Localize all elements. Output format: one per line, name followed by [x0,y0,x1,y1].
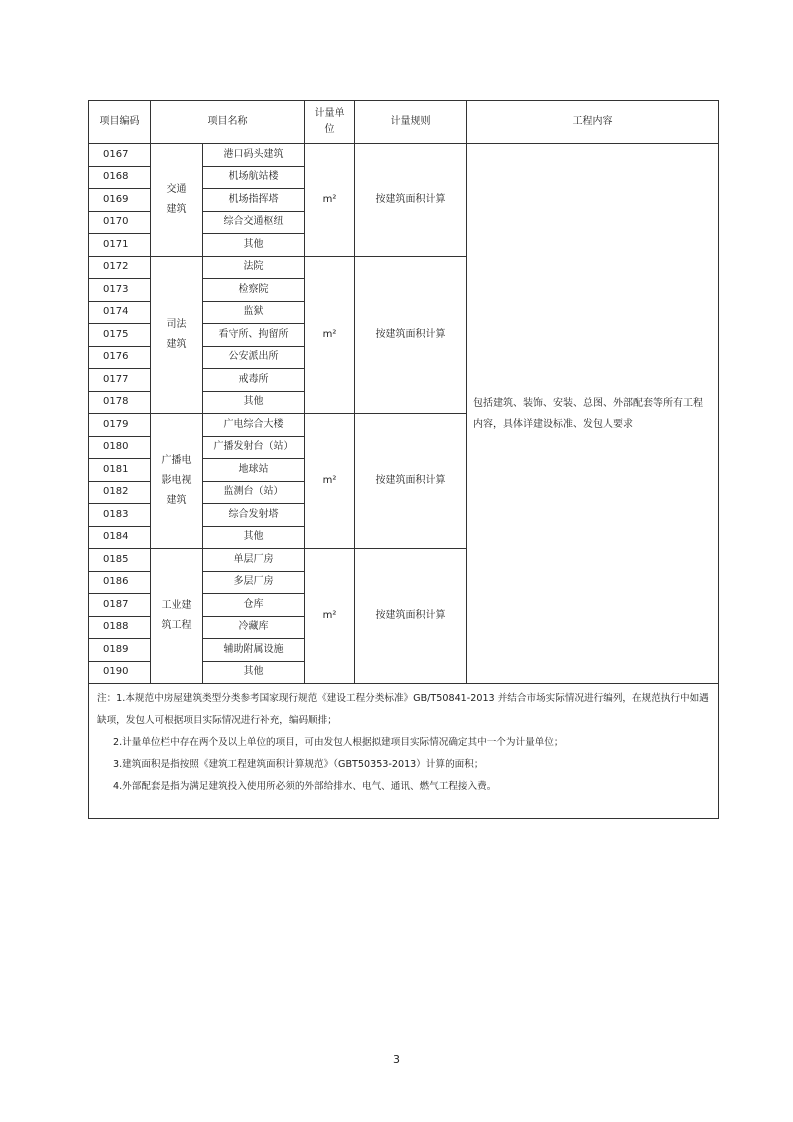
item-code: 0172 [89,256,151,279]
header-content: 工程内容 [467,101,719,144]
item-name: 检察院 [203,279,305,302]
notes-cell [89,684,719,819]
item-name: 公安派出所 [203,346,305,369]
item-code: 0186 [89,571,151,594]
rule-cell: 按建筑面积计算 [355,144,467,257]
item-code: 0187 [89,594,151,617]
item-name: 广电综合大楼 [203,414,305,437]
item-name: 监测台（站） [203,481,305,504]
unit-cell: m² [305,549,355,684]
notes-row [89,684,719,819]
item-code: 0185 [89,549,151,572]
item-name: 戒毒所 [203,369,305,392]
header-code: 项目编码 [89,101,151,144]
item-code: 0178 [89,391,151,414]
page-number: 3 [393,1053,400,1066]
header-rule: 计量规则 [355,101,467,144]
item-name: 其他 [203,526,305,549]
note-1: 注：1.本规范中房屋建筑类型分类参考国家现行规范《建设工程分类标准》GB/T50841-2013 并结合市场实际情况进行编列，在规范执行中如遇缺项，发包人可根据项目实际情况进行补充，编码顺排； [97,693,709,726]
item-code: 0170 [89,211,151,234]
item-name: 机场航站楼 [203,166,305,189]
item-name: 港口码头建筑 [203,144,305,167]
item-name: 多层厂房 [203,571,305,594]
item-name: 法院 [203,256,305,279]
item-code: 0176 [89,346,151,369]
rule-cell: 按建筑面积计算 [355,414,467,549]
header-row [89,101,719,144]
item-code: 0171 [89,234,151,257]
note-2: 2.计量单位栏中存在两个及以上单位的项目，可由发包人根据拟建项目实际情况确定其中一个为计量单位； [113,737,564,748]
item-code: 0180 [89,436,151,459]
item-code: 0190 [89,661,151,684]
category-cell [151,256,203,414]
category-cell [151,549,203,684]
unit-cell: m² [305,256,355,414]
category-label: 工业建筑工程 [161,600,192,631]
item-name: 其他 [203,234,305,257]
unit-cell: m² [305,414,355,549]
item-code: 0169 [89,189,151,212]
item-name: 其他 [203,661,305,684]
item-code: 0184 [89,526,151,549]
category-cell [151,414,203,549]
item-code: 0179 [89,414,151,437]
table-row [89,144,719,167]
item-name: 综合交通枢纽 [203,211,305,234]
header-name: 项目名称 [151,101,305,144]
note-4: 4.外部配套是指为满足建筑投入使用所必须的外部给排水、电气、通讯、燃气工程接入费。 [113,781,497,792]
item-code: 0173 [89,279,151,302]
item-code: 0167 [89,144,151,167]
spec-table [88,100,719,819]
unit-cell: m² [305,144,355,257]
item-name: 仓库 [203,594,305,617]
item-code: 0168 [89,166,151,189]
work-content-cell: 包括建筑、装饰、安装、总图、外部配套等所有工程内容，具体详建设标准、发包人要求 [467,144,719,684]
item-code: 0175 [89,324,151,347]
item-name: 辅助附属设施 [203,639,305,662]
item-code: 0174 [89,301,151,324]
item-name: 单层厂房 [203,549,305,572]
item-code: 0189 [89,639,151,662]
item-name: 看守所、拘留所 [203,324,305,347]
item-name: 冷藏库 [203,616,305,639]
item-code: 0182 [89,481,151,504]
rule-cell: 按建筑面积计算 [355,549,467,684]
category-label: 广播电影电视建筑 [161,455,192,506]
category-cell [151,144,203,257]
item-name: 综合发射塔 [203,504,305,527]
category-label: 司法建筑 [166,318,187,350]
item-code: 0183 [89,504,151,527]
item-code: 0188 [89,616,151,639]
item-code: 0181 [89,459,151,482]
item-name: 机场指挥塔 [203,189,305,212]
header-unit: 计量单位 [305,101,355,144]
note-3: 3.建筑面积是指按照《建筑工程建筑面积计算规范》（GBT50353-2013）计算的面积； [113,759,484,770]
item-name: 监狱 [203,301,305,324]
item-name: 其他 [203,391,305,414]
category-label: 交通建筑 [166,183,187,215]
item-name: 地球站 [203,459,305,482]
rule-cell: 按建筑面积计算 [355,256,467,414]
item-code: 0177 [89,369,151,392]
item-name: 广播发射台（站） [203,436,305,459]
